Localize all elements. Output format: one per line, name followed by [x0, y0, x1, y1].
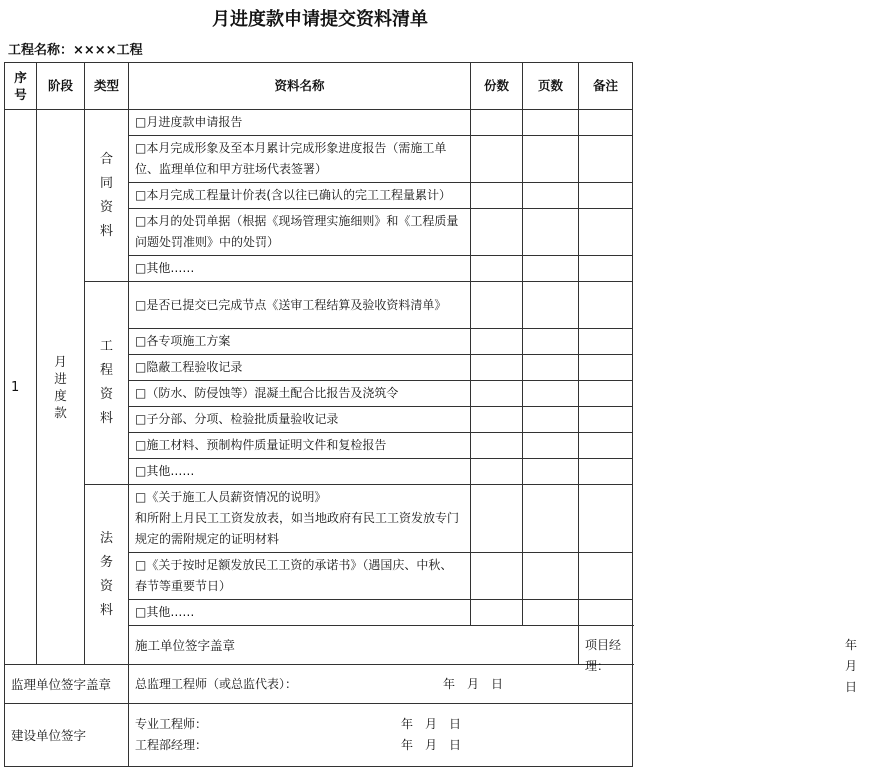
type-cell-contract [85, 110, 129, 282]
document-title: 月进度款申请提交资料清单 [212, 9, 428, 30]
type-label: 合同资料 [99, 151, 113, 239]
copies-cell[interactable] [471, 355, 523, 381]
signature-area[interactable] [579, 626, 869, 694]
submission-checklist-table [4, 62, 869, 767]
pages-cell[interactable] [523, 256, 579, 282]
notes-cell[interactable] [579, 485, 633, 553]
notes-cell[interactable] [579, 407, 633, 433]
doc-item: □隐蔽工程验收记录 [129, 355, 471, 381]
notes-cell[interactable] [579, 209, 633, 256]
doc-item: □施工材料、预制构件质量证明文件和复检报告 [129, 433, 471, 459]
signature-label: 监理单位签字盖章 [5, 665, 129, 704]
doc-item: □各专项施工方案 [129, 329, 471, 355]
header-seq: 序号 [5, 63, 37, 110]
stage-cell [37, 110, 85, 665]
doc-item: □月进度款申请报告 [129, 110, 471, 136]
copies-cell[interactable] [471, 183, 523, 209]
signature-area[interactable] [129, 665, 633, 704]
header-type: 类型 [85, 63, 129, 110]
notes-cell[interactable] [579, 459, 633, 485]
type-cell-legal [85, 485, 129, 665]
pages-cell[interactable] [523, 136, 579, 183]
doc-item: □本月完成工程量计价表(含以往已确认的完工工程量累计） [129, 183, 471, 209]
date-field: 年 月 日 [845, 637, 869, 694]
notes-cell[interactable] [579, 183, 633, 209]
notes-cell[interactable] [579, 355, 633, 381]
signature-row-supervisor [5, 665, 633, 704]
copies-cell[interactable] [471, 600, 523, 626]
signature-row-owner [5, 704, 633, 767]
notes-cell[interactable] [579, 110, 633, 136]
doc-item: □是否已提交已完成节点《送审工程结算及验收资料清单》 [129, 282, 471, 329]
copies-cell[interactable] [471, 256, 523, 282]
date-field: 年 月 日 [401, 738, 462, 752]
doc-item: □子分部、分项、检验批质量验收记录 [129, 407, 471, 433]
notes-cell[interactable] [579, 553, 633, 600]
type-cell-engineering [85, 282, 129, 485]
signature-area[interactable] [129, 704, 633, 767]
type-label: 法务资料 [99, 530, 113, 618]
notes-cell[interactable] [579, 282, 633, 329]
doc-item: □《关于按时足额发放民工工资的承诺书》（遇国庆、中秋、春节等重要节日） [129, 553, 471, 600]
stage-label: 月进度款 [54, 354, 67, 420]
role-label: 总监理工程师（或总监代表）： [135, 676, 298, 691]
pages-cell[interactable] [523, 553, 579, 600]
copies-cell[interactable] [471, 282, 523, 329]
pages-cell[interactable] [523, 485, 579, 553]
table-row [5, 282, 633, 329]
project-name: 工程名称：××××工程 [8, 43, 143, 58]
copies-cell[interactable] [471, 459, 523, 485]
header-copies: 份数 [471, 63, 523, 110]
notes-cell[interactable] [579, 381, 633, 407]
notes-cell[interactable] [579, 256, 633, 282]
role-label: 项目经理： [585, 637, 622, 673]
doc-item: □其他…… [129, 459, 471, 485]
pages-cell[interactable] [523, 600, 579, 626]
pages-cell[interactable] [523, 110, 579, 136]
copies-cell[interactable] [471, 433, 523, 459]
signature-label: 施工单位签字盖章 [129, 626, 579, 665]
pages-cell[interactable] [523, 209, 579, 256]
doc-item: □其他…… [129, 256, 471, 282]
doc-item: □本月的处罚单据（根据《现场管理实施细则》和《工程质量问题处罚准则》中的处罚） [129, 209, 471, 256]
pages-cell[interactable] [523, 183, 579, 209]
copies-cell[interactable] [471, 136, 523, 183]
header-pages: 页数 [523, 63, 579, 110]
signature-label: 建设单位签字 [5, 704, 129, 767]
seq-cell: 1 [5, 110, 37, 665]
role-label: 专业工程师： [135, 717, 208, 731]
copies-cell[interactable] [471, 209, 523, 256]
table-row [5, 110, 633, 136]
notes-cell[interactable] [579, 136, 633, 183]
doc-item: □（防水、防侵蚀等）混凝土配合比报告及浇筑令 [129, 381, 471, 407]
copies-cell[interactable] [471, 381, 523, 407]
header-notes: 备注 [579, 63, 633, 110]
table-row [5, 485, 633, 553]
pages-cell[interactable] [523, 407, 579, 433]
header-row [5, 63, 633, 110]
notes-cell[interactable] [579, 329, 633, 355]
doc-item: □其他…… [129, 600, 471, 626]
pages-cell[interactable] [523, 282, 579, 329]
date-field: 年 月 日 [401, 717, 462, 731]
date-field: 年 月 日 [443, 676, 504, 691]
role-label: 工程部经理： [135, 738, 208, 752]
pages-cell[interactable] [523, 355, 579, 381]
notes-cell[interactable] [579, 433, 633, 459]
copies-cell[interactable] [471, 110, 523, 136]
copies-cell[interactable] [471, 329, 523, 355]
doc-item: □本月完成形象及至本月累计完成形象进度报告（需施工单位、监理单位和甲方驻场代表签署） [129, 136, 471, 183]
header-stage: 阶段 [37, 63, 85, 110]
doc-item: □《关于施工人员薪资情况的说明》 和所附上月民工工资发放表，如当地政府有民工工资发放专门规定的需附规定的证明材料 [129, 485, 471, 553]
pages-cell[interactable] [523, 381, 579, 407]
copies-cell[interactable] [471, 407, 523, 433]
notes-cell[interactable] [579, 600, 633, 626]
type-label: 工程资料 [99, 339, 113, 426]
pages-cell[interactable] [523, 329, 579, 355]
pages-cell[interactable] [523, 433, 579, 459]
copies-cell[interactable] [471, 553, 523, 600]
pages-cell[interactable] [523, 459, 579, 485]
copies-cell[interactable] [471, 485, 523, 553]
header-doc-name: 资料名称 [129, 63, 471, 110]
